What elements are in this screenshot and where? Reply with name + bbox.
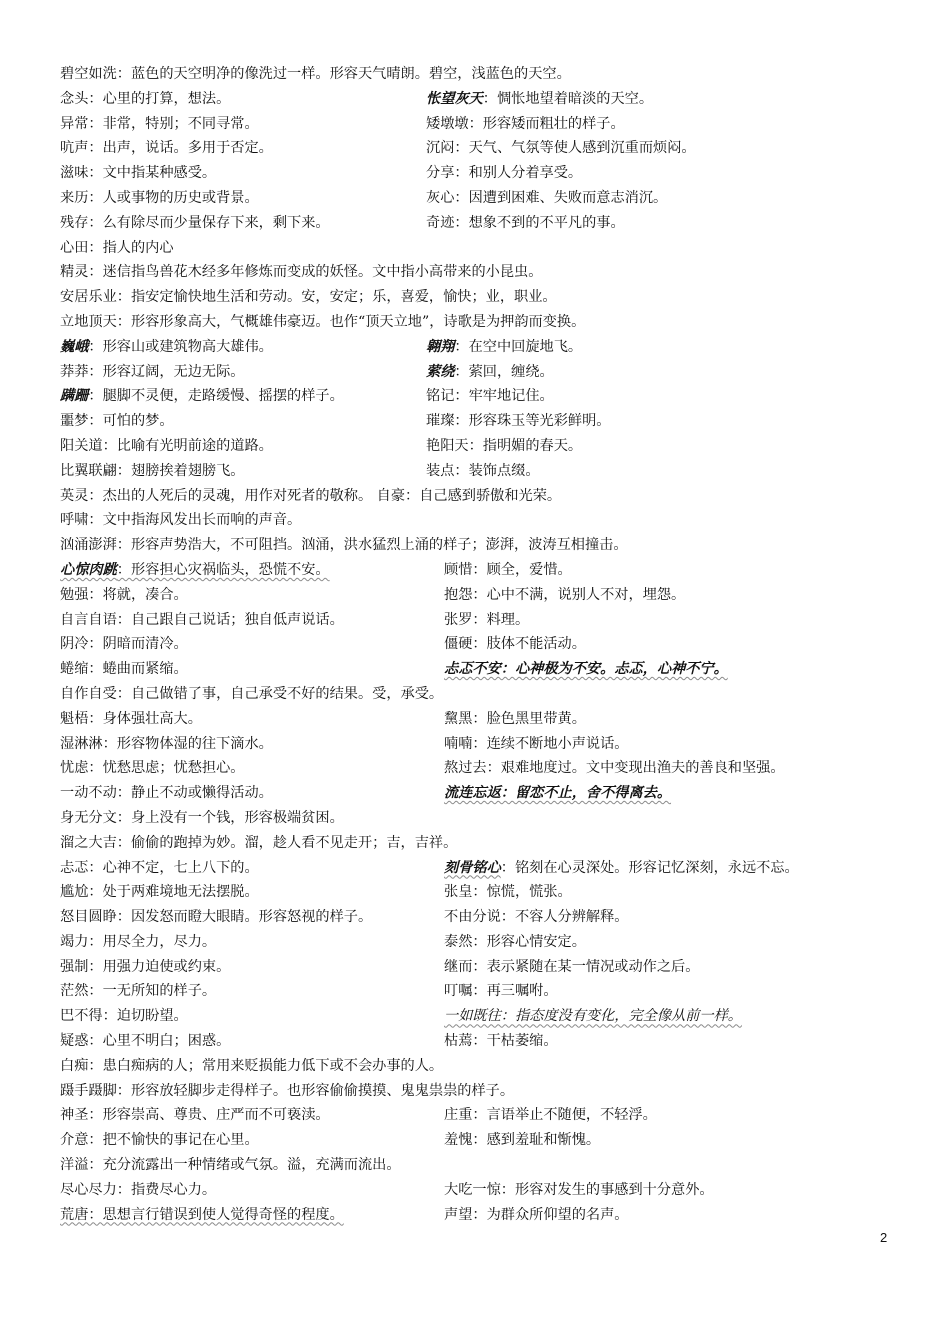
vocab-entry-left (60, 682, 443, 707)
vocab-entry-right (426, 360, 554, 385)
vocab-line (60, 1079, 890, 1104)
vocab-line (60, 856, 890, 881)
vocab-entry-left (60, 310, 585, 335)
vocab-line (60, 1029, 890, 1054)
vocab-line (60, 558, 890, 583)
vocab-text: 吭声：出声，说话。多用于否定。 (60, 140, 273, 157)
vocab-entry-right (444, 856, 799, 881)
vocab-entry-left (60, 930, 216, 955)
vocab-text: ：铭刻在心灵深处。形容记忆深刻，永远不忘。 (500, 859, 799, 876)
vocab-line (60, 682, 890, 707)
vocab-entry-left (60, 608, 344, 633)
vocab-text: 大吃一惊：形容对发生的事感到十分意外。 (444, 1181, 714, 1198)
vocab-text: 残存：么有除尽而少量保存下来，剩下来。 (60, 214, 330, 231)
vocab-text: 僵硬：肢体不能活动。 (444, 636, 586, 653)
vocab-text: 立地顶天：形容形象高大，气概雄伟豪迈。也作“顶天立地”，诗歌是为押韵而变换。 (60, 313, 586, 330)
vocab-entry-left (60, 285, 557, 310)
vocab-entry-left (60, 781, 273, 806)
vocab-line (60, 756, 890, 781)
vocab-line (60, 384, 890, 409)
vocab-text: 疑惑：心里不明白；困惑。 (60, 1033, 231, 1050)
vocab-text: 羞愧：感到羞耻和惭愧。 (444, 1132, 601, 1149)
vocab-text: ：在空中回旋地飞。 (454, 338, 583, 355)
vocab-text: 庄重：言语举止不随便，不轻浮。 (444, 1107, 657, 1124)
vocab-line (60, 459, 890, 484)
vocab-line (60, 112, 890, 137)
vocab-entry-left (60, 1203, 344, 1228)
vocab-text: 神圣：形容崇高、尊贵、庄严而不可亵渎。 (60, 1107, 330, 1124)
vocab-text: 茫然：一无所知的样子。 (60, 983, 217, 1000)
vocab-line (60, 632, 890, 657)
vocab-entry-left (60, 508, 301, 533)
vocab-entry-left (60, 558, 330, 583)
vocab-line (60, 62, 890, 87)
vocab-entry-right (444, 756, 785, 781)
vocab-entry-left (60, 384, 344, 409)
vocab-text: 念头：心里的打算，想法。 (60, 90, 231, 107)
vocab-line (60, 781, 890, 806)
vocab-entry-right (444, 558, 572, 583)
vocab-entry-right (444, 1203, 628, 1228)
vocab-text: 灰心：因遭到困难、失败而意志消沉。 (426, 189, 668, 206)
vocab-line (60, 955, 890, 980)
vocab-text: 莽莽：形容辽阔，无边无际。 (60, 363, 245, 380)
vocab-entry-right (444, 979, 558, 1004)
vocab-text: 碧空如洗：蓝色的天空明净的像洗过一样。形容天气晴朗。碧空，浅蓝色的天空。 (60, 66, 571, 82)
vocab-line (60, 136, 890, 161)
vocab-entry-left (60, 236, 174, 261)
vocab-entry-right (426, 409, 610, 434)
vocab-entry-left (60, 87, 230, 112)
vocab-text: 汹涌澎湃：形容声势浩大，不可阻挡。汹涌，洪水猛烈上涌的样子；澎湃，波涛互相撞击。 (60, 537, 628, 554)
vocab-entry-right (426, 161, 582, 186)
vocab-entry-left (60, 732, 273, 757)
vocab-line (60, 211, 890, 236)
vocab-entry-left (60, 880, 259, 905)
vocab-text: 湿淋淋：形容物体湿的往下滴水。 (60, 735, 273, 752)
vocab-entry-right (444, 1128, 600, 1153)
vocab-entry-left (60, 905, 372, 930)
vocab-entry-left (60, 62, 571, 87)
vocab-entry-right (444, 930, 586, 955)
vocab-line (60, 905, 890, 930)
vocab-entry-left (60, 186, 259, 211)
vocab-text: 呼啸：文中指海风发出长而响的声音。 (60, 512, 302, 529)
vocab-entry-right (444, 781, 671, 806)
vocab-text: 滋味：文中指某种感受。 (60, 165, 217, 182)
vocab-text: 竭力：用尽全力，尽力。 (60, 933, 217, 950)
vocab-text: 自言自语：自己跟自己说话；独自低声说话。 (60, 611, 344, 628)
vocab-text: 自作自受：自己做错了事，自己承受不好的结果。受，承受。 (60, 685, 444, 702)
vocab-text: 白痴：患白痴病的人；常用来贬损能力低下或不会办事的人。 (60, 1057, 444, 1074)
vocab-line (60, 608, 890, 633)
vocab-text: 来历：人或事物的历史或背景。 (60, 189, 259, 206)
vocab-entry-right (444, 583, 685, 608)
vocab-line (60, 285, 890, 310)
vocab-line (60, 186, 890, 211)
vocab-text: 抱怨：心中不满，说别人不对，埋怨。 (444, 586, 686, 603)
vocab-line (60, 880, 890, 905)
vocab-entry-left (60, 409, 174, 434)
vocab-term-highlight: 忐忑不安：心神极为不安。忐忑，心神不宁。 (444, 661, 728, 678)
vocab-text: 张皇：惊慌，慌张。 (444, 884, 572, 901)
vocab-text: 蹑手蹑脚：形容放轻脚步走得样子。也形容偷偷摸摸、鬼鬼祟祟的样子。 (60, 1082, 515, 1099)
vocab-text: ：萦回，缠绕。 (454, 363, 554, 380)
vocab-line (60, 161, 890, 186)
vocab-line (60, 434, 890, 459)
vocab-entry-left (60, 533, 628, 558)
vocab-text: ：形容担心灾祸临头，恐慌不安。 (116, 561, 330, 578)
vocab-text: 忐忑：心神不定，七上八下的。 (60, 859, 259, 876)
vocab-line (60, 930, 890, 955)
vocab-entry-right (426, 459, 540, 484)
vocab-text: 溜之大吉：偷偷的跑掉为妙。溜，趁人看不见走开；吉，吉祥。 (60, 834, 458, 851)
vocab-entry-right (426, 112, 625, 137)
vocab-text: 枯蔫：干枯萎缩。 (444, 1033, 558, 1050)
vocab-text: 装点：装饰点缀。 (426, 462, 540, 479)
vocab-entry-right (426, 211, 625, 236)
vocab-entry-left (60, 434, 273, 459)
vocab-text: 尴尬：处于两难境地无法摆脱。 (60, 884, 259, 901)
vocab-text: 介意：把不愉快的事记在心里。 (60, 1132, 259, 1149)
vocab-text: 勉强：将就，凑合。 (60, 586, 188, 603)
vocab-text: 尽心尽力：指费尽心力。 (60, 1181, 217, 1198)
vocab-text: 怒目圆睁：因发怒而瞪大眼睛。形容怒视的样子。 (60, 909, 373, 926)
vocab-entry-left (60, 360, 244, 385)
vocab-entry-left (60, 1103, 330, 1128)
vocab-entry-left (60, 459, 244, 484)
page-number: 2 (880, 1230, 888, 1245)
vocab-text: 异常：非常，特别；不同寻常。 (60, 115, 259, 132)
vocab-entry-left (60, 484, 561, 509)
vocab-line (60, 508, 890, 533)
vocab-line (60, 87, 890, 112)
vocab-line (60, 806, 890, 831)
vocab-entry-right (444, 1029, 558, 1054)
vocab-text: 一如既往：指态度没有变化，完全像从前一样。 (444, 1008, 742, 1025)
vocab-text: 一动不动：静止不动或懒得活动。 (60, 785, 273, 802)
vocab-term-highlight: 萦绕 (426, 363, 455, 380)
vocab-entry-left (60, 979, 216, 1004)
vocab-entry-right (444, 880, 572, 905)
vocab-text: 英灵：杰出的人死后的灵魂，用作对死者的敬称。 自豪：自己感到骄傲和光荣。 (60, 487, 562, 504)
vocab-entry-left (60, 955, 230, 980)
vocab-entry-left (60, 1153, 401, 1178)
vocab-entry-left (60, 583, 188, 608)
vocab-entry-right (426, 384, 554, 409)
vocab-entry-right (426, 186, 667, 211)
vocab-text: 奇迹：想象不到的不平凡的事。 (426, 214, 625, 231)
vocab-entry-left (60, 657, 188, 682)
vocab-line (60, 533, 890, 558)
vocab-entry-left (60, 756, 244, 781)
vocab-entry-right (444, 632, 586, 657)
vocab-entry-right (444, 1004, 742, 1029)
vocab-text: 比翼联翩：翅膀挨着翅膀飞。 (60, 462, 245, 479)
vocab-text: 喃喃：连续不断地小声说话。 (444, 735, 629, 752)
vocab-entry-right (426, 136, 696, 161)
vocab-entry-left (60, 806, 344, 831)
vocab-entry-right (444, 608, 529, 633)
vocab-text: 顾惜：顾全，爱惜。 (444, 561, 572, 578)
vocab-line (60, 310, 890, 335)
vocab-entry-right (444, 905, 628, 930)
vocab-line (60, 1054, 890, 1079)
vocab-line (60, 707, 890, 732)
vocab-entry-right (444, 1178, 714, 1203)
vocab-entry-left (60, 856, 259, 881)
vocab-entry-right (444, 732, 628, 757)
vocab-term-highlight: 心惊肉跳 (60, 561, 117, 578)
vocab-entry-left (60, 211, 330, 236)
vocab-line (60, 583, 890, 608)
vocab-entry-left (60, 1029, 230, 1054)
vocab-term-highlight: 翱翔 (426, 338, 455, 355)
vocab-text: 忧虑：忧愁思虑；忧愁担心。 (60, 760, 245, 777)
vocab-entry-right (444, 955, 699, 980)
vocab-term-highlight: 巍峨 (60, 338, 89, 355)
vocab-entry-left (60, 1004, 188, 1029)
vocab-entry-left (60, 831, 457, 856)
vocab-entry-left (60, 136, 273, 161)
vocab-term-highlight: 怅望灰天 (426, 90, 483, 107)
vocab-text: 巴不得：迫切盼望。 (60, 1008, 188, 1025)
vocab-line (60, 335, 890, 360)
vocab-line (60, 1004, 890, 1029)
vocab-entry-left (60, 112, 259, 137)
vocab-text: 噩梦：可怕的梦。 (60, 413, 174, 430)
vocab-line (60, 1153, 890, 1178)
vocab-term-highlight: 刻骨铭心 (444, 859, 501, 876)
vocab-line (60, 1103, 890, 1128)
vocab-text: 阳关道：比喻有光明前途的道路。 (60, 437, 273, 454)
vocab-text: ：腿脚不灵便，走路缓慢、摇摆的样子。 (88, 388, 344, 405)
vocab-text: 继而：表示紧随在某一情况或动作之后。 (444, 958, 700, 975)
vocab-line (60, 1178, 890, 1203)
vocab-entry-left (60, 1054, 443, 1079)
vocab-entry-right (444, 657, 728, 682)
vocab-entry-right (426, 434, 582, 459)
vocab-line (60, 732, 890, 757)
vocab-text: 分享：和别人分着享受。 (426, 165, 583, 182)
vocab-line (60, 1203, 890, 1228)
vocab-text: 璀璨：形容珠玉等光彩鲜明。 (426, 413, 611, 430)
vocab-text: 荒唐：思想言行错误到使人觉得奇怪的程度。 (60, 1206, 344, 1223)
vocab-text: 精灵：迷信指鸟兽花木经多年修炼而变成的妖怪。文中指小高带来的小昆虫。 (60, 264, 543, 281)
vocab-text: 身无分文：身上没有一个钱，形容极端贫困。 (60, 809, 344, 826)
vocab-line (60, 260, 890, 285)
vocab-entry-right (426, 87, 653, 112)
vocab-entry-left (60, 161, 216, 186)
vocab-text: ：惆怅地望着暗淡的天空。 (482, 90, 654, 107)
vocab-entry-right (444, 1103, 657, 1128)
vocab-entry-left (60, 1178, 216, 1203)
vocab-line (60, 1128, 890, 1153)
vocab-line (60, 360, 890, 385)
vocab-entry-left (60, 260, 542, 285)
vocab-line (60, 484, 890, 509)
vocab-text: 安居乐业：指安定愉快地生活和劳动。安，安定；乐，喜爱，愉快；业，职业。 (60, 289, 557, 306)
vocab-text: 艳阳天：指明媚的春天。 (426, 437, 583, 454)
vocab-entry-left (60, 707, 202, 732)
vocab-term-highlight: 流连忘返：留恋不止，舍不得离去。 (444, 785, 672, 802)
vocab-text: 声望：为群众所仰望的名声。 (444, 1206, 629, 1223)
vocab-text: 蜷缩：蜷曲而紧缩。 (60, 661, 188, 678)
vocab-line (60, 236, 890, 261)
vocab-text: 叮嘱：再三嘱咐。 (444, 983, 558, 1000)
vocab-text: 不由分说：不容人分辨解释。 (444, 909, 629, 926)
vocab-line (60, 657, 890, 682)
vocab-entry-right (426, 335, 582, 360)
vocab-text: 熬过去：艰难地度过。文中变现出渔夫的善良和坚强。 (444, 760, 785, 777)
vocabulary-notes-page (60, 62, 890, 1227)
vocab-entry-left (60, 1128, 259, 1153)
vocab-text: 心田：指人的内心 (60, 239, 174, 256)
vocab-text: 沉闷：天气、气氛等使人感到沉重而烦闷。 (426, 140, 696, 157)
vocab-line (60, 831, 890, 856)
vocab-text: 魁梧：身体强壮高大。 (60, 710, 202, 727)
vocab-text: 矮墩墩：形容矮而粗壮的样子。 (426, 115, 625, 132)
vocab-entry-left (60, 335, 273, 360)
vocab-text: 强制：用强力迫使或约束。 (60, 958, 231, 975)
vocab-text: 铭记：牢牢地记住。 (426, 388, 554, 405)
vocab-line (60, 409, 890, 434)
vocab-text: 泰然：形容心情安定。 (444, 933, 586, 950)
vocab-term-highlight: 蹒跚 (60, 388, 89, 405)
vocab-text: 黧黑：脸色黑里带黄。 (444, 710, 586, 727)
vocab-text: 阴冷：阴暗而清冷。 (60, 636, 188, 653)
vocab-entry-right (444, 707, 586, 732)
vocab-text: 洋溢：充分流露出一种情绪或气氛。溢，充满而流出。 (60, 1157, 401, 1174)
vocab-text: ：形容山或建筑物高大雄伟。 (88, 338, 273, 355)
vocab-entry-left (60, 1079, 514, 1104)
vocab-line (60, 979, 890, 1004)
vocab-entry-left (60, 632, 188, 657)
vocab-text: 张罗：料理。 (444, 611, 530, 628)
